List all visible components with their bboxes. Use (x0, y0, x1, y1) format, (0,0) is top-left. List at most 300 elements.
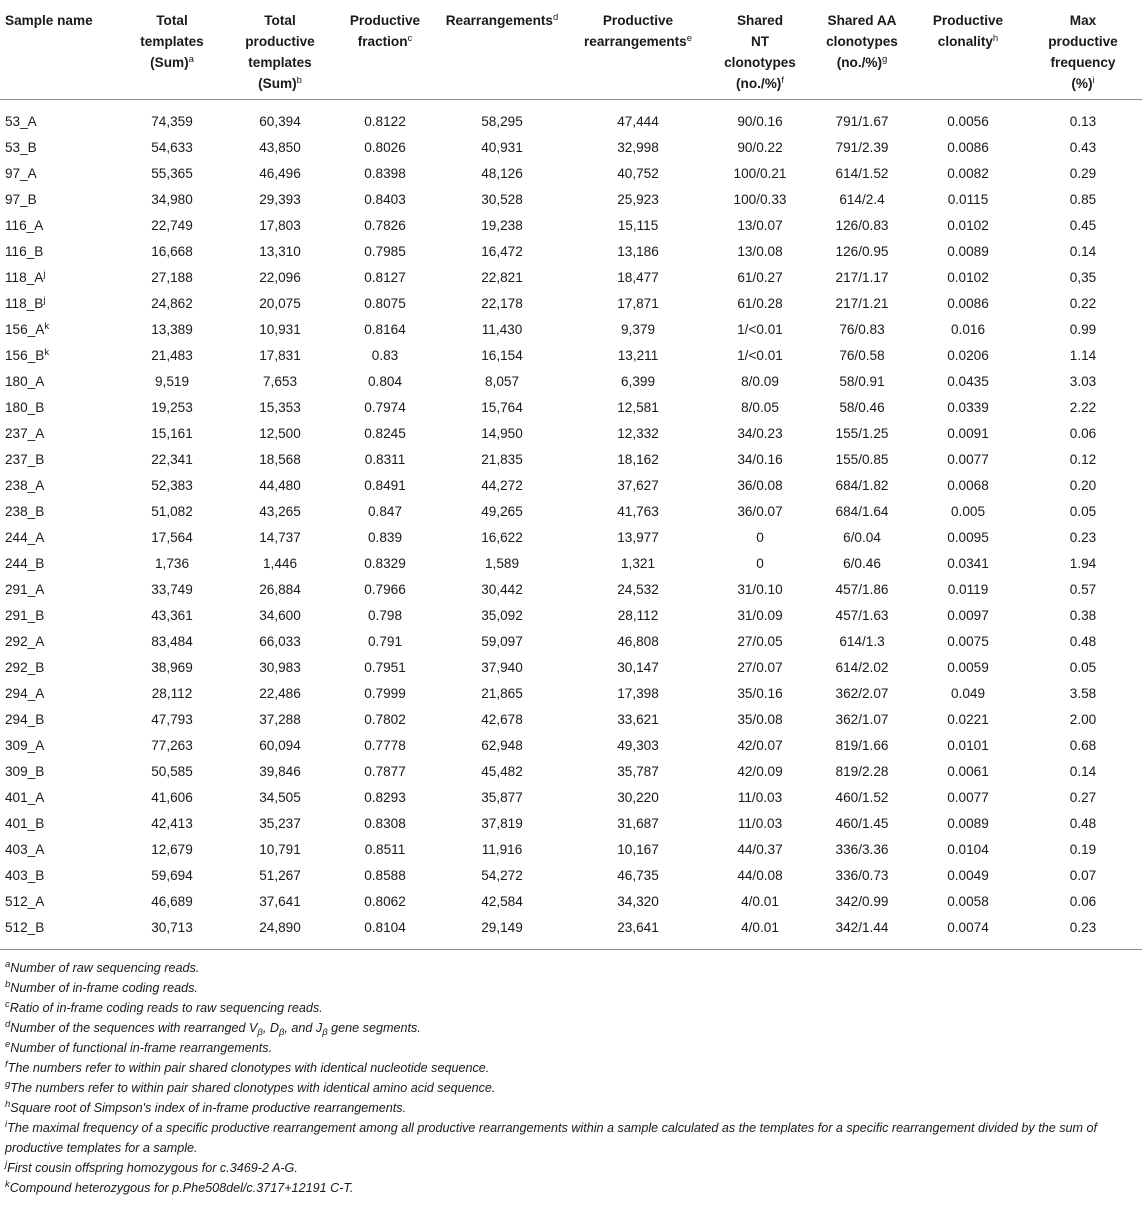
sample-name: 116_A (5, 217, 44, 233)
table-cell: 0.0115 (947, 191, 989, 207)
table-row (0, 212, 1142, 238)
table-row (0, 264, 1142, 290)
table-cell: 0.20 (1069, 477, 1097, 493)
table-cell: 3.03 (1069, 373, 1097, 389)
table-cell: 13/0.07 (737, 217, 783, 233)
table-cell: 342/1.44 (835, 919, 889, 935)
footnote-text: , D (262, 1021, 279, 1035)
footnote-text: Number of the sequences with rearranged V (10, 1021, 258, 1035)
table-cell: 17,871 (617, 295, 659, 311)
table-cell: 23,641 (617, 919, 659, 935)
table-cell: 61/0.28 (737, 295, 783, 311)
column-header-line: clonality (937, 34, 993, 49)
column-header-line: (%) (1071, 76, 1093, 91)
sample-name: 180_A (5, 373, 45, 389)
sample-name-cell (0, 472, 118, 498)
table-cell: 0.8062 (364, 893, 406, 909)
sample-name: 403_A (5, 841, 45, 857)
table-cell: 60,094 (259, 737, 301, 753)
table-cell: 11/0.03 (737, 789, 783, 805)
table-cell: 2.00 (1069, 711, 1097, 727)
column-header (118, 0, 226, 100)
table-cell: 3.58 (1069, 685, 1097, 701)
footnote (5, 1078, 1143, 1098)
table-cell: 0.12 (1069, 451, 1097, 467)
sample-name-cell (0, 576, 118, 602)
table-cell: 0 (756, 529, 764, 545)
column-header (1024, 0, 1142, 100)
table-cell: 33,749 (151, 581, 193, 597)
table-cell: 42,678 (481, 711, 523, 727)
table-cell: 0.798 (367, 607, 403, 623)
table-cell: 0.0102 (947, 269, 989, 285)
subscript: β (278, 1027, 285, 1038)
table-row (0, 368, 1142, 394)
sample-name-cell (0, 784, 118, 810)
table-cell: 11,916 (481, 841, 523, 857)
sample-name: 292_B (5, 659, 45, 675)
table-cell: 0.839 (367, 529, 403, 545)
table-cell: 0.8127 (364, 269, 406, 285)
table-cell: 0.8104 (364, 919, 406, 935)
table-cell: 0.05 (1069, 659, 1097, 675)
table-cell: 10,791 (259, 841, 301, 857)
table-cell: 4/0.01 (741, 919, 779, 935)
table-row (0, 316, 1142, 342)
table-cell: 0.8122 (364, 113, 406, 129)
table-cell: 52,383 (151, 477, 193, 493)
table-cell: 0.791 (367, 633, 403, 649)
column-header-line: productive (245, 34, 315, 49)
table-cell: 16,154 (481, 347, 523, 363)
table-cell: 0.0095 (947, 529, 989, 545)
footnote-mark: d (5, 1019, 11, 1030)
table-cell: 0.13 (1069, 113, 1097, 129)
table-cell: 37,819 (481, 815, 523, 831)
table-cell: 0.8293 (364, 789, 406, 805)
table-cell: 100/0.21 (733, 165, 787, 181)
table-cell: 29,149 (481, 919, 523, 935)
table-cell: 0.0068 (947, 477, 989, 493)
table-cell: 29,393 (259, 191, 301, 207)
sample-name-cell (0, 212, 118, 238)
sample-name: 116_B (5, 243, 44, 259)
table-cell: 30,983 (259, 659, 301, 675)
table-cell: 77,263 (151, 737, 193, 753)
column-header (334, 0, 436, 100)
table-cell: 17,803 (259, 217, 301, 233)
table-cell: 0.0101 (947, 737, 989, 753)
table-row (0, 238, 1142, 264)
table-cell: 0.847 (367, 503, 403, 519)
column-header (0, 0, 118, 100)
sample-name: 401_B (5, 815, 45, 831)
table-cell: 12,500 (259, 425, 301, 441)
column-header-line: productive (1048, 34, 1118, 49)
column-header-line: NT (750, 34, 770, 49)
sample-name: 118_A (5, 269, 44, 285)
table-cell: 59,097 (481, 633, 523, 649)
table-cell: 0.0077 (947, 789, 989, 805)
table-cell: 42,413 (151, 815, 193, 831)
table-cell: 791/2.39 (835, 139, 889, 155)
table-cell: 362/2.07 (835, 685, 889, 701)
table-cell: 35/0.16 (737, 685, 783, 701)
footnote-marker: a (188, 54, 194, 65)
table-cell: 14,950 (481, 425, 523, 441)
table-cell: 46,735 (617, 867, 659, 883)
table-cell: 30,220 (617, 789, 659, 805)
sample-name-cell (0, 888, 118, 914)
table-cell: 0.85 (1069, 191, 1097, 207)
table-cell: 45,482 (481, 763, 523, 779)
table-cell: 457/1.86 (835, 581, 889, 597)
sample-name: 403_B (5, 867, 45, 883)
table-cell: 46,496 (259, 165, 301, 181)
footnote-text: The maximal frequency of a specific productive rearrangement among all productive rearrangements within a sample calculated as the templates for a specific rearrangement divided by the sum of productive templates for a sample. (5, 1121, 1098, 1155)
footnote (5, 998, 1143, 1018)
table-cell: 0.0104 (947, 841, 989, 857)
table-cell: 0.0061 (947, 763, 989, 779)
table-row (0, 576, 1142, 602)
table-cell: 16,622 (481, 529, 523, 545)
table-cell: 0.0086 (947, 139, 989, 155)
table-row (0, 100, 1142, 135)
table-cell: 18,162 (617, 451, 659, 467)
table-row (0, 654, 1142, 680)
table-cell: 59,694 (151, 867, 193, 883)
table-cell: 30,713 (151, 919, 193, 935)
table-cell: 0.804 (367, 373, 403, 389)
table-cell: 13,977 (617, 529, 659, 545)
footnote-marker: i (1092, 75, 1095, 86)
table-cell: 76/0.58 (839, 347, 885, 363)
table-cell: 25,923 (617, 191, 659, 207)
table-row (0, 342, 1142, 368)
table-cell: 35,787 (617, 763, 659, 779)
table-cell: 38,969 (151, 659, 193, 675)
table-cell: 0.29 (1069, 165, 1097, 181)
table-cell: 614/1.52 (835, 165, 889, 181)
sample-name: 244_A (5, 529, 45, 545)
table-cell: 37,627 (617, 477, 659, 493)
column-header-line: clonotypes (724, 55, 796, 70)
table-cell: 0.48 (1069, 815, 1097, 831)
sample-name: 291_A (5, 581, 45, 597)
table-cell: 31/0.09 (737, 607, 783, 623)
sample-name: 238_A (5, 477, 45, 493)
table-cell: 791/1.67 (835, 113, 889, 129)
table-cell: 0.8164 (364, 321, 406, 337)
table-cell: 0.0049 (947, 867, 989, 883)
table-cell: 21,865 (481, 685, 523, 701)
table-cell: 0.0082 (947, 165, 989, 181)
table-cell: 0.06 (1069, 893, 1097, 909)
table-body (0, 100, 1142, 950)
sample-name-cell (0, 602, 118, 628)
sample-name: 156_A (5, 321, 45, 337)
column-header-line: templates (248, 55, 312, 70)
sample-name-cell (0, 264, 118, 290)
table-cell: 0.0097 (947, 607, 989, 623)
footnote-text: The numbers refer to within pair shared clonotypes with identical nucleotide sequence. (7, 1061, 490, 1075)
sample-name-cell (0, 342, 118, 368)
table-cell: 819/1.66 (835, 737, 889, 753)
sample-name: 237_A (5, 425, 45, 441)
table-cell: 0 (756, 555, 764, 571)
table-cell: 44/0.37 (737, 841, 783, 857)
sample-name-cell (0, 420, 118, 446)
table-cell: 0.7974 (364, 399, 406, 415)
table-cell: 614/2.4 (839, 191, 885, 207)
table-row (0, 160, 1142, 186)
table-cell: 74,359 (151, 113, 193, 129)
sample-name: 156_B (5, 347, 45, 363)
sample-name-cell (0, 394, 118, 420)
table-cell: 28,112 (151, 685, 193, 701)
table-cell: 13,211 (617, 347, 659, 363)
column-header (436, 0, 568, 100)
table-cell: 22,178 (481, 295, 523, 311)
footnote-marker: k (44, 346, 50, 358)
table-row (0, 524, 1142, 550)
footnote-text: Square root of Simpson's index of in-frame productive rearrangements. (10, 1101, 407, 1115)
table-cell: 0.23 (1069, 529, 1097, 545)
footnote-marker: j (43, 268, 46, 280)
table-cell: 0.8329 (364, 555, 406, 571)
column-header (708, 0, 812, 100)
table-cell: 27,188 (151, 269, 193, 285)
table-cell: 33,621 (617, 711, 659, 727)
table-cell: 0.0075 (947, 633, 989, 649)
table-cell: 0.0058 (947, 893, 989, 909)
table-cell: 9,379 (620, 321, 656, 337)
table-cell: 0.8308 (364, 815, 406, 831)
table-row (0, 836, 1142, 862)
table-cell: 44/0.08 (737, 867, 783, 883)
table-cell: 1.94 (1069, 555, 1097, 571)
column-header-line: Productive (349, 13, 421, 28)
table-cell: 30,147 (617, 659, 659, 675)
table-cell: 0.99 (1069, 321, 1097, 337)
footnote-mark: c (5, 999, 10, 1010)
table-cell: 34,600 (259, 607, 301, 623)
table-cell: 0.049 (950, 685, 986, 701)
table-cell: 43,850 (259, 139, 301, 155)
table-cell: 0.8026 (364, 139, 406, 155)
table-cell: 0.8511 (364, 841, 406, 857)
sample-name-cell (0, 706, 118, 732)
table-cell: 15,115 (617, 217, 659, 233)
table-cell: 336/3.36 (835, 841, 889, 857)
table-cell: 126/0.83 (835, 217, 889, 233)
table-cell: 34/0.23 (737, 425, 783, 441)
footnote-marker: c (407, 33, 413, 44)
table-cell: 21,483 (151, 347, 193, 363)
table-cell: 18,568 (259, 451, 301, 467)
sample-name-cell (0, 368, 118, 394)
table-cell: 6/0.46 (843, 555, 881, 571)
sample-name-cell (0, 862, 118, 888)
footnote (5, 1178, 1143, 1198)
sample-name-cell (0, 758, 118, 784)
footnote-text: Number of raw sequencing reads. (10, 961, 200, 975)
table-cell: 0.14 (1069, 763, 1097, 779)
table-cell: 0.0086 (947, 295, 989, 311)
table-cell: 41,763 (617, 503, 659, 519)
table-cell: 46,689 (151, 893, 193, 909)
sample-name: 401_A (5, 789, 45, 805)
table-cell: 28,112 (617, 607, 659, 623)
table-cell: 0.7877 (364, 763, 406, 779)
table-cell: 1.14 (1069, 347, 1097, 363)
sample-name: 97_A (5, 165, 37, 181)
sample-name-cell (0, 238, 118, 264)
table-cell: 12,581 (617, 399, 659, 415)
table-cell: 0.0102 (947, 217, 989, 233)
table-row (0, 186, 1142, 212)
sample-name-cell (0, 680, 118, 706)
table-cell: 51,082 (151, 503, 193, 519)
table-cell: 62,948 (481, 737, 523, 753)
table-cell: 30,528 (481, 191, 523, 207)
table-cell: 49,303 (617, 737, 659, 753)
sample-name: 118_B (5, 295, 44, 311)
sample-name-cell (0, 524, 118, 550)
column-header-line: Productive (932, 13, 1004, 28)
footnote-marker: f (781, 75, 784, 86)
column-header-line: Shared (736, 13, 784, 28)
table-cell: 54,633 (151, 139, 193, 155)
table-header (0, 0, 1142, 100)
table-row (0, 394, 1142, 420)
table-cell: 49,265 (481, 503, 523, 519)
table-cell: 1,321 (620, 555, 656, 571)
table-cell: 0.0221 (947, 711, 989, 727)
table-cell: 42,584 (481, 893, 523, 909)
table-cell: 0.68 (1069, 737, 1097, 753)
sample-name-cell (0, 810, 118, 836)
table-row (0, 602, 1142, 628)
table-cell: 460/1.52 (835, 789, 889, 805)
table-cell: 36/0.08 (737, 477, 783, 493)
footnote-marker: d (553, 12, 559, 23)
table-row (0, 290, 1142, 316)
table-cell: 37,940 (481, 659, 523, 675)
column-header-line: (no./%) (736, 76, 782, 91)
table-cell: 44,480 (259, 477, 301, 493)
table-cell: 24,532 (617, 581, 659, 597)
column-header-line: (no./%) (836, 55, 882, 70)
footnote-text: Compound heterozygous for p.Phe508del/c.3717+12191 C-T. (9, 1181, 354, 1195)
footnote-marker: k (44, 320, 50, 332)
sample-name: 53_B (5, 139, 37, 155)
table-cell: 22,749 (151, 217, 193, 233)
column-header-line: Max (1069, 13, 1097, 28)
sample-name: 292_A (5, 633, 45, 649)
header-row (0, 0, 1142, 100)
table-cell: 6,399 (620, 373, 656, 389)
table-cell: 18,477 (617, 269, 659, 285)
table-cell: 34/0.16 (737, 451, 783, 467)
footnote-text: Ratio of in-frame coding reads to raw sequencing reads. (9, 1001, 323, 1015)
table-cell: 0.23 (1069, 919, 1097, 935)
footnote-marker: g (882, 54, 888, 65)
sample-name: 309_A (5, 737, 45, 753)
table-cell: 0.7826 (364, 217, 406, 233)
table-cell: 457/1.63 (835, 607, 889, 623)
table-cell: 51,267 (259, 867, 301, 883)
table-cell: 0.8075 (364, 295, 406, 311)
table-row (0, 862, 1142, 888)
table-cell: 17,564 (151, 529, 193, 545)
table-row (0, 706, 1142, 732)
subscript: β (322, 1027, 328, 1038)
table-cell: 47,444 (617, 113, 659, 129)
footnote-text: Number of functional in-frame rearrangements. (10, 1041, 273, 1055)
footnote-mark: j (5, 1159, 8, 1170)
table-cell: 34,505 (259, 789, 301, 805)
table-cell: 0.0119 (947, 581, 989, 597)
column-header-line: Rearrangements (445, 13, 553, 28)
table-cell: 0.8403 (364, 191, 406, 207)
column-header-line: templates (140, 34, 204, 49)
table-cell: 0.0341 (947, 555, 989, 571)
footnote-mark: g (5, 1079, 11, 1090)
table-cell: 2.22 (1069, 399, 1097, 415)
table-cell: 0.19 (1069, 841, 1097, 857)
table-cell: 47,793 (151, 711, 193, 727)
table-cell: 36/0.07 (737, 503, 783, 519)
table-cell: 27/0.05 (737, 633, 783, 649)
table-cell: 32,998 (617, 139, 659, 155)
table-cell: 0.0091 (947, 425, 989, 441)
sample-name: 53_A (5, 113, 37, 129)
table-cell: 1/<0.01 (737, 321, 783, 337)
table-cell: 37,288 (259, 711, 301, 727)
table-cell: 217/1.17 (835, 269, 889, 285)
table-cell: 16,668 (151, 243, 193, 259)
table-cell: 83,484 (151, 633, 193, 649)
table-cell: 43,265 (259, 503, 301, 519)
table-cell: 13/0.08 (737, 243, 783, 259)
table-cell: 17,831 (259, 347, 301, 363)
table-cell: 0.05 (1069, 503, 1097, 519)
footnote-mark: h (5, 1099, 11, 1110)
table-cell: 22,821 (481, 269, 523, 285)
table-cell: 0.8588 (364, 867, 406, 883)
column-header-line: rearrangements (583, 34, 687, 49)
table-row (0, 472, 1142, 498)
table-cell: 13,389 (151, 321, 193, 337)
column-header-line: (Sum) (258, 76, 297, 91)
table-cell: 35,877 (481, 789, 523, 805)
table-cell: 460/1.45 (835, 815, 889, 831)
table-cell: 0.27 (1069, 789, 1097, 805)
table-cell: 0.8491 (364, 477, 406, 493)
table-cell: 0.7802 (364, 711, 406, 727)
table-cell: 155/1.25 (835, 425, 889, 441)
table-cell: 0.0056 (947, 113, 989, 129)
table-cell: 0.7778 (364, 737, 406, 753)
footnote (5, 1038, 1143, 1058)
sample-name: 309_B (5, 763, 45, 779)
table-cell: 13,186 (617, 243, 659, 259)
column-header (812, 0, 912, 100)
table-cell: 684/1.82 (835, 477, 889, 493)
table-cell: 39,846 (259, 763, 301, 779)
table-cell: 37,641 (259, 893, 301, 909)
